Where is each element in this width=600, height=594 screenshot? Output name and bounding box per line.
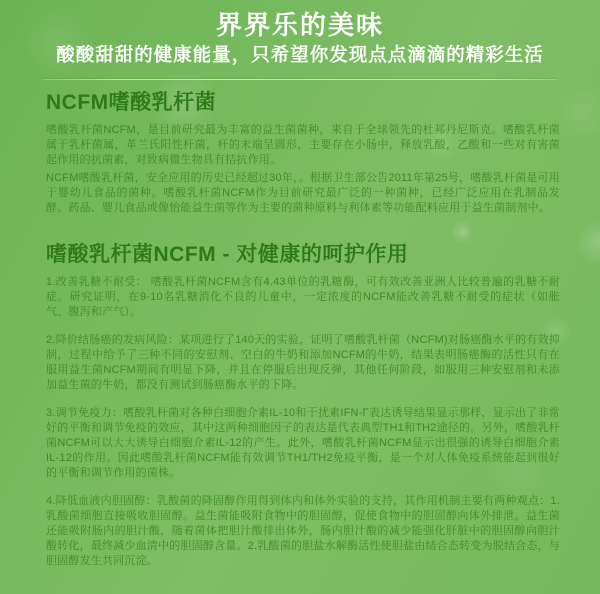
paragraph-ncfm-safety: NCFM嗜酸乳杆菌，安全应用的历史已经超过30年，。根据卫生部公告2011年第25号，嗜酸乳杆菌是可用于婴幼儿食品的菌种。嗜酸乳杆菌NCFM作为目前研究最广泛的一种菌种，已经广泛应用在乳制品发酵、药品、婴儿食品或像怡能益生菌等作为主要的菌种原料与利体素等功能配料应用于益生菌制剂中。 <box>46 172 560 214</box>
section-heading-ncfm-intro: NCFM嗜酸乳杆菌 <box>46 91 217 114</box>
paragraph-benefit-colon-cancer: 2.降价结肠癌的发病风险：某项进行了140天的实验，证明了嗜酸乳杆菌（NCFM)对肠癌酶水平的有效抑制，过程中给予了三种不同的安慰剂、空白的牛奶和添加NCFM的牛奶，结果表明肠癌酶的活性只有在服用益生菌NCFM期间有明显下降，并且在停服后出现反弹，其他任何阶段，如服用三种安慰剂和未添加益生菌的牛奶，都没有测试到肠癌酶水平的下降。 <box>46 334 560 391</box>
page-subtitle: 酸酸甜甜的健康能量，只希望你发现点点滴滴的精彩生活 <box>56 44 544 65</box>
page-header <box>0 0 600 66</box>
section-ncfm-intro <box>46 90 560 216</box>
paragraph-benefit-lactose: 1.改善乳糖不耐受： 嗜酸乳杆菌NCFM含有4.43单位的乳糖酶，可有效改善亚洲人比较普遍的乳糖不耐症。研究证明，在9-10名乳糖消化不良的儿童中，一定浓度的NCFM能改善乳糖不耐受的症状（如胀气、腹泻和产气）。 <box>46 276 560 318</box>
page-content <box>0 90 600 569</box>
section-health-benefits <box>46 242 560 569</box>
paragraph-benefit-immunity: 3.调节免疫力：嗜酸乳杆菌对各种白细胞介素IL-10和干扰素IFN-Γ表达诱导结果显示那样，显示出了非常好的平衡和调节免疫的效应，其中这两种细胞因子的表达是代表典型TH1和TH2途径的。另外，嗜酸乳杆菌NCFM可以大大诱导白细胞介素IL-12的产生。此外，嗜酸乳杆菌NCFM显示出很强的诱导白细胞介素 IL-12的作用。因此嗜酸乳杆菌NCFM能有效调节TH1/TH2免疫平衡，是一个对人体免疫系统能起到很好的平衡和调节作用的菌株。 <box>46 407 560 479</box>
paragraph-ncfm-origin: 嗜酸乳杆菌NCFM，是目前研究最为丰富的益生菌菌种，来自于全球领先的杜邦丹尼斯克。嗜酸乳杆菌属于乳杆菌属，革兰氏阳性杆菌，杆的末端呈圆形，主要存在小肠中，释放乳酸，乙酸和一些对有害菌起作用的抗菌素，对致病微生物具有拮抗作用。 <box>46 124 560 166</box>
page-title: 界界乐的美味 <box>215 10 384 40</box>
paragraph-benefit-cholesterol: 4.降低血液内胆固醇：乳酸菌的降固醇作用得到体内和体外实验的支持，其作用机制主要有两种观点：1.乳酸菌细胞直接吸收胆固醇。益生菌能吸附食物中的胆固醇，促使食物中的胆固醇向体外排泄。益生菌还能吸附肠内的胆汁酸，随着菌体把胆汁酸排出体外，肠内胆汁酸的减少能强化肝脏中的胆固醇向胆汁酸转化，最终减少血清中的胆固醇含量。2.乳酸菌的胆盐水解酶活性使胆盐由结合态转变为脱结合态，与胆固醇发生共同沉淀。 <box>46 495 560 567</box>
header-divider <box>42 79 558 80</box>
section-heading-health-benefits: 嗜酸乳杆菌NCFM - 对健康的呵护作用 <box>46 243 409 266</box>
